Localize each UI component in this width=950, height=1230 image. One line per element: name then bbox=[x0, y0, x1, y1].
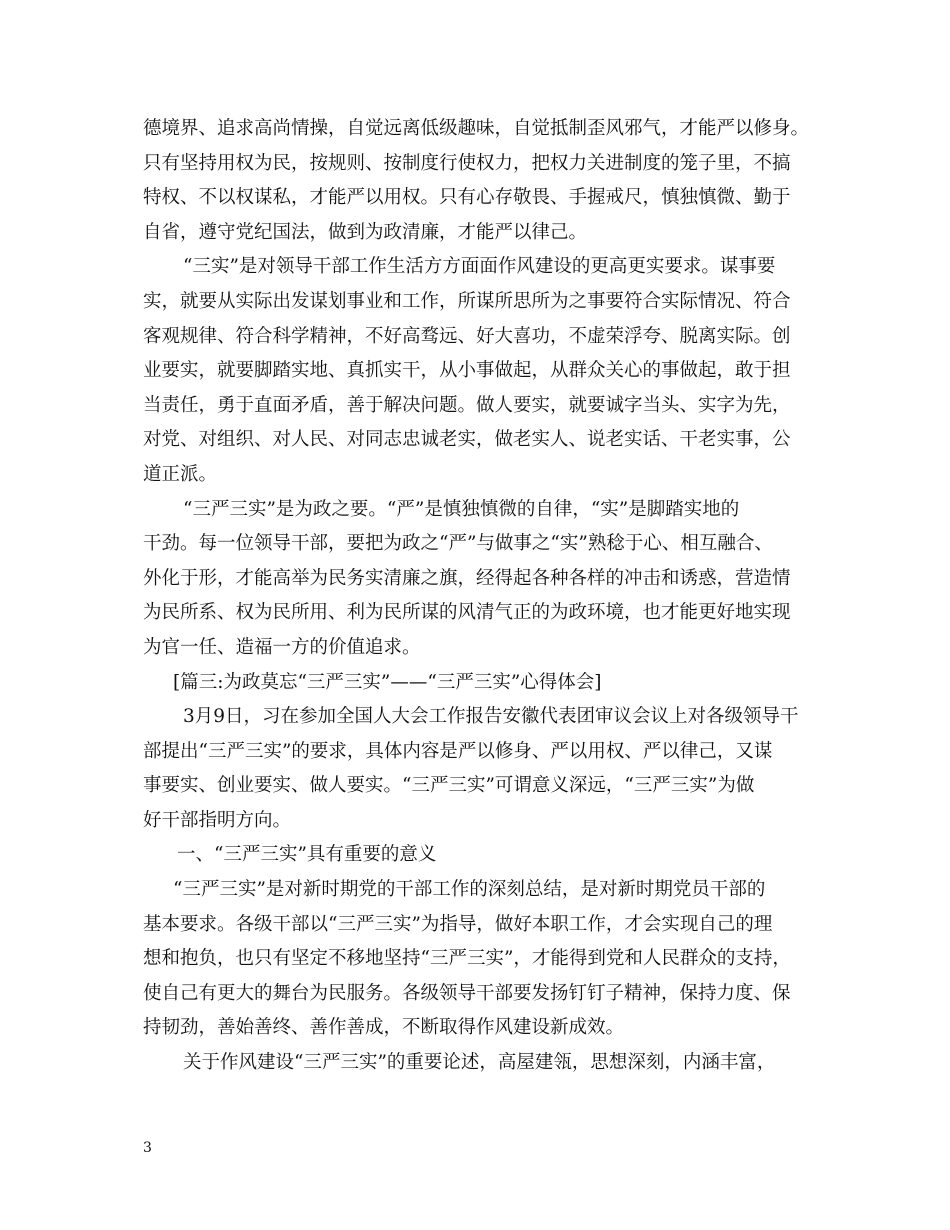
text-line: 好干部指明方向。 bbox=[143, 809, 292, 831]
text-line: 自省，遵守党纪国法，做到为政清廉，才能严以律己。 bbox=[143, 221, 588, 243]
paragraph-start-line: 3月9日，习在参加全国人大会工作报告安徽代表团审议会议上对各级领导干 bbox=[183, 706, 799, 728]
text-line: 干劲。每一位领导干部，要把为政之“严”与做事之“实”熟稔于心、相互融合、 bbox=[143, 533, 773, 555]
text-line: 特权、不以权谋私，才能严以用权。只有心存敬畏、手握戒尺，慎独慎微、勤于 bbox=[143, 187, 791, 209]
text-line: 为民所系、权为民所用、利为民所谋的风清气正的为政环境，也才能更好地实现 bbox=[143, 602, 791, 624]
text-line: 事要实、创业要实、做人要实。“三严三实”可谓意义深远，“三严三实”为做 bbox=[143, 775, 755, 797]
text-line: 道正派。 bbox=[143, 463, 218, 485]
paragraph-start-line: 关于作风建设“三严三实”的重要论述，高屋建瓴，思想深刻，内涵丰富， bbox=[183, 1052, 776, 1074]
paragraph-start-line: “三严三实”是对新时期党的干部工作的深刻总结，是对新时期党员干部的 bbox=[173, 879, 766, 901]
text-line: 业要实，就要脚踏实地、真抓实干，从小事做起，从群众关心的事做起，敢于担 bbox=[143, 360, 791, 382]
paragraph-start-line: “三实”是对领导干部工作生活方方面面作风建设的更高更实要求。谋事要 bbox=[183, 256, 776, 278]
text-line: 当责任，勇于直面矛盾，善于解决问题。做人要实，就要诚字当头、实字为先， bbox=[143, 394, 791, 416]
text-line: 基本要求。各级干部以“三严三实”为指导，做好本职工作，才会实现自己的理 bbox=[143, 913, 773, 935]
text-line: 外化于形，才能高举为民务实清廉之旗，经得起各种各样的冲击和诱惑，营造情 bbox=[143, 567, 791, 589]
text-line: 实，就要从实际出发谋划事业和工作，所谋所思所为之事要符合实际情况、符合 bbox=[143, 290, 791, 312]
subsection-heading: 一、“三严三实”具有重要的意义 bbox=[177, 844, 437, 866]
text-line: 对党、对组织、对人民、对同志忠诚老实，做老实人、说老实话、干老实事，公 bbox=[143, 429, 791, 451]
text-line: 德境界、追求高尚情操，自觉远离低级趣味，自觉抵制歪风邪气，才能严以修身。 bbox=[143, 118, 810, 139]
text-line: 只有坚持用权为民，按规则、按制度行使权力，把权力关进制度的笼子里，不搞 bbox=[143, 152, 791, 174]
document-body bbox=[143, 112, 813, 1081]
paragraph-start-line: “三严三实”是为政之要。“严”是慎独慎微的自律，“实”是脚踏实地的 bbox=[183, 498, 740, 520]
text-line: 持韧劲，善始善终、善作善成，不断取得作风建设新成效。 bbox=[143, 1017, 625, 1039]
section-heading: [篇三:为政莫忘“三严三实”——“三严三实”心得体会] bbox=[173, 671, 602, 693]
text-line: 客观规律、符合科学精神，不好高骛远、好大喜功，不虚荣浮夸、脱离实际。创 bbox=[143, 325, 791, 347]
text-line: 部提出“三严三实”的要求，具体内容是严以修身、严以用权、严以律己，又谋 bbox=[143, 740, 773, 762]
text-line: 使自己有更大的舞台为民服务。各级领导干部要发扬钉钉子精神，保持力度、保 bbox=[143, 982, 791, 1004]
text-line: 为官一任、造福一方的价值追求。 bbox=[143, 636, 421, 658]
text-line: 想和抱负，也只有坚定不移地坚持“三严三实”，才能得到党和人民群众的支持， bbox=[143, 948, 791, 970]
page-number: 3 bbox=[143, 1140, 152, 1156]
